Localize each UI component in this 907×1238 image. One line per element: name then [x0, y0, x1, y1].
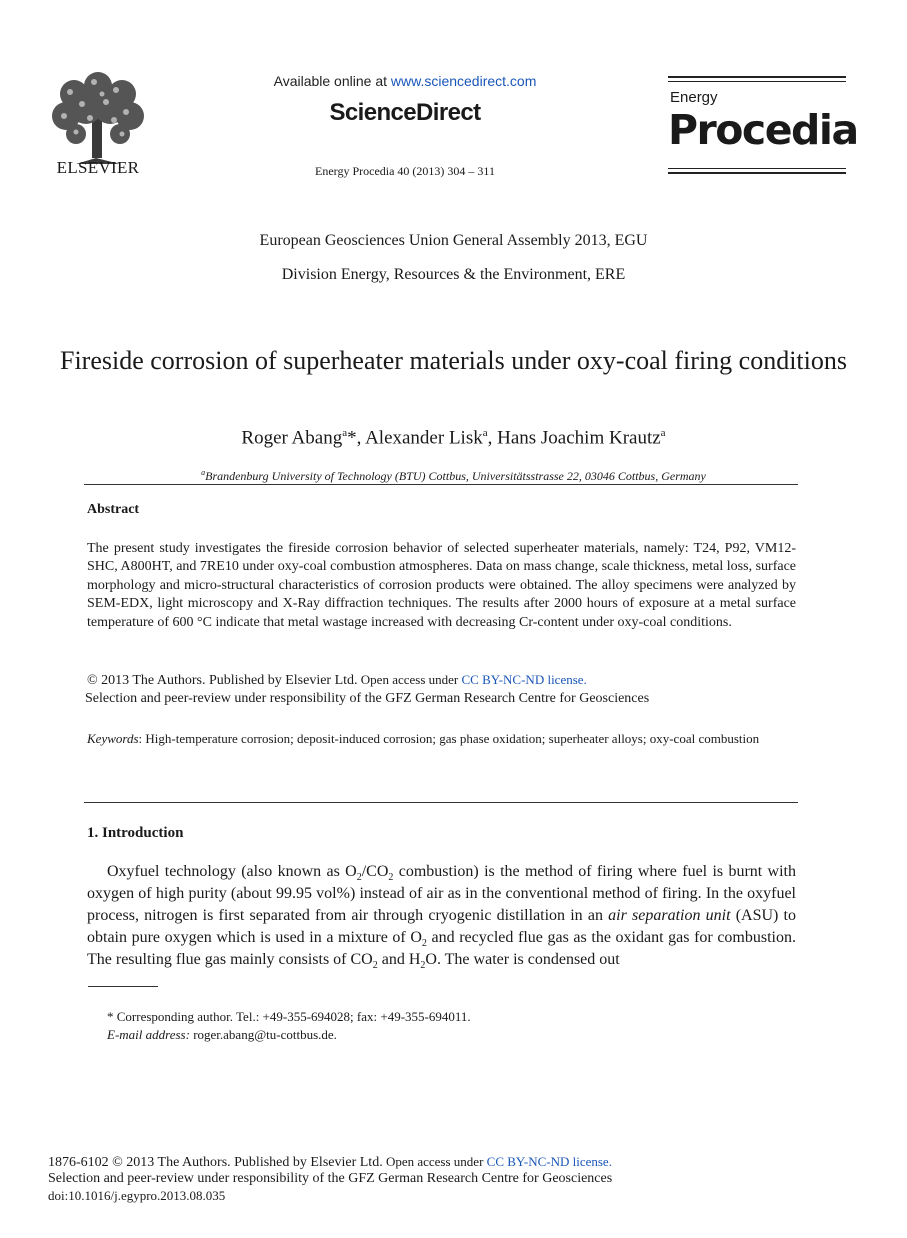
open-access-text: Open access under: [357, 672, 462, 687]
author-name: Roger Abang: [241, 427, 343, 449]
footnote-rule: [88, 986, 158, 987]
author-affil-sup: a: [660, 427, 666, 439]
available-online-line: [200, 73, 610, 89]
copyright-line: [87, 672, 587, 689]
logo-bottom-rule: [668, 172, 846, 174]
email-address[interactable]: roger.abang@tu-cottbus.de.: [189, 1027, 337, 1042]
author-affil-sup: a: [482, 427, 488, 439]
introduction-paragraph: Oxyfuel technology (also known as $O_2/CO_2$ combustion) is the method of firing where fuel is burnt with oxygen of high purity (about 99.95 vol%) instead of air as in the conventional method of firing. In the oxyfuel process, nitrogen is first separated from air through cryogenic distillation in an air separation unit (ASU) to obtain pure oxygen which is used in a mixture of $O_2$ and recycled flue gas as the oxidant gas for combustion. The resulting flue gas mainly consists of $CO_2$ and $H_2O$. The water is condensed out: [87, 863, 797, 972]
abstract-text: The present study investigates the fireside corrosion behavior of selected superheater materials, namely: T24, P92, VM12-SHC, A800HT, and 7RE10 under oxy-coal combustion atmospheres. Data on mass change, scale thickness, metal loss, surface morphology and micro-structural characteristics of corrosion products were obtained. The alloy specimens were analyzed by SEM-EDX, light microscopy and X-Ray diffraction techniques. The results after 2000 hours of exposure at a metal surface temperature of 600 °C indicate that metal wastage increased with decreasing Cr-content under oxy-coal conditions.: [87, 541, 796, 630]
abstract-heading: Abstract: [87, 502, 140, 517]
footer-open-access: Open access under: [382, 1154, 487, 1169]
keywords-label: Keywords: [87, 731, 139, 746]
available-prefix: Available online at: [273, 73, 391, 89]
email-label: E-mail address:: [107, 1027, 190, 1042]
copyright-text: © 2013 The Authors. Published by Elsevier Ltd.: [87, 673, 358, 688]
author-name: Alexander Lisk: [365, 427, 483, 449]
corresponding-author-note: * Corresponding author. Tel.: +49-355-694028; fax: +49-355-694011.: [107, 1009, 471, 1024]
email-note: [107, 1027, 337, 1043]
corresponding-mark: *: [347, 427, 357, 449]
elsevier-wordmark: ELSEVIER: [56, 158, 140, 177]
section-divider-rule: [84, 802, 798, 803]
author-list: Roger Abang$^a$*, Alexander Lisk$^a$, Hans Joachim Krautz$^a$: [241, 427, 666, 449]
affiliation-sup: a: [201, 468, 206, 477]
sciencedirect-brand: ScienceDirect: [329, 99, 481, 126]
journal-reference: Energy Procedia 40 (2013) 304 – 311: [315, 164, 495, 178]
energy-procedia-logo: [668, 76, 858, 176]
keywords-text: : High-temperature corrosion; deposit-induced corrosion; gas phase oxidation; superheater alloys; oxy-coal combustion: [138, 731, 760, 746]
affiliation-text: Brandenburg University of Technology (BTU) Cottbus, Universitätsstrasse 22, 03046 Cottbus, Germany: [205, 469, 706, 483]
footer-license-link[interactable]: CC BY-NC-ND license.: [486, 1154, 612, 1169]
conference-line-1: European Geosciences Union General Assembly 2013, EGU: [259, 232, 648, 249]
license-link[interactable]: CC BY-NC-ND license.: [461, 672, 587, 687]
abstract-top-rule: [84, 484, 798, 485]
footer-issn-line: [48, 1154, 612, 1171]
affiliation: [40, 468, 867, 484]
sciencedirect-link[interactable]: www.sciencedirect.com: [390, 73, 537, 89]
author-name: Hans Joachim Krautz: [497, 427, 661, 449]
author-affil-sup: a: [342, 427, 348, 439]
footer-issn: 1876-6102 © 2013 The Authors. Published by Elsevier Ltd.: [48, 1155, 383, 1170]
article-title: Fireside corrosion of superheater materials under oxy-coal firing conditions: [60, 346, 847, 375]
keywords-line: [87, 731, 807, 747]
introduction-heading: 1. Introduction: [87, 825, 184, 841]
logo-energy-text: Energy: [670, 89, 718, 106]
peer-review-note: Selection and peer-review under responsibility of the GFZ German Research Centre for Geosciences: [85, 691, 650, 706]
logo-procedia-text: Procedia: [668, 106, 858, 154]
logo-top-rule: [668, 76, 846, 78]
footer-doi[interactable]: doi:10.1016/j.egypro.2013.08.035: [48, 1188, 226, 1203]
footer-peer-review: Selection and peer-review under responsibility of the GFZ German Research Centre for Geosciences: [48, 1171, 613, 1186]
logo-top-rule-thin: [668, 81, 846, 82]
conference-line-2: Division Energy, Resources & the Environment, ERE: [281, 266, 626, 283]
logo-bottom-rule-thin: [668, 168, 846, 169]
